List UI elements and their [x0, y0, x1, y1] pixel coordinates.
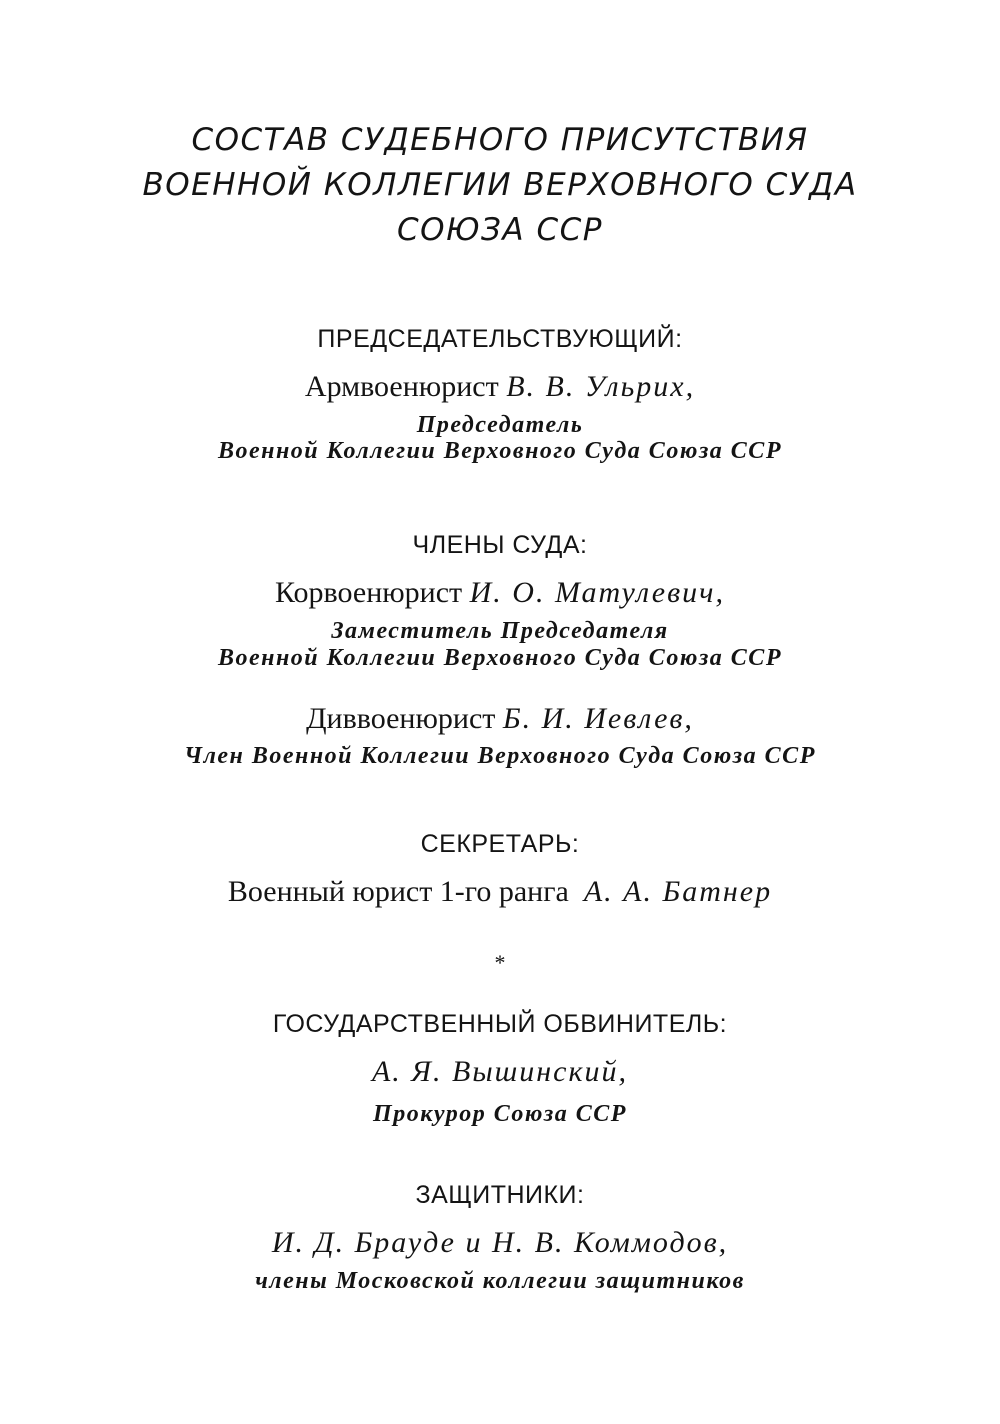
presiding-position-1: Председатель	[416, 412, 584, 438]
member-2-rank-name	[0, 702, 1000, 736]
presiding-heading: ПРЕДСЕДАТЕЛЬСТВУЮЩИЙ:	[317, 325, 683, 353]
separator-asterisk: *	[494, 950, 506, 975]
title-line-2: ВОЕННОЙ КОЛЛЕГИИ ВЕРХОВНОГО СУДА	[142, 167, 858, 203]
defenders-position: члены Московской коллегии защитников	[255, 1268, 745, 1294]
defenders-heading: ЗАЩИТНИКИ:	[415, 1181, 585, 1209]
defenders-names-line	[0, 1226, 1000, 1260]
presiding-name: В. В. Ульрих,	[506, 370, 696, 403]
prosecutor-heading: ГОСУДАРСТВЕННЫЙ ОБВИНИТЕЛЬ:	[272, 1010, 728, 1038]
secretary-name: А. А. Батнер	[583, 875, 773, 908]
secretary-rank-name	[0, 875, 1000, 909]
members-heading: ЧЛЕНЫ СУДА:	[412, 531, 588, 559]
member-1-name: И. О. Матулевич,	[469, 576, 725, 609]
member-2-name: Б. И. Иевлев,	[502, 702, 694, 735]
title-line-1: СОСТАВ СУДЕБНОГО ПРИСУТСТВИЯ	[191, 122, 809, 158]
prosecutor-name: А. Я. Вышинский,	[371, 1055, 629, 1088]
defenders-names: И. Д. Брауде и Н. В. Коммодов,	[271, 1226, 729, 1259]
prosecutor-position: Прокурор Союза ССР	[373, 1101, 627, 1127]
secretary-heading: СЕКРЕТАРЬ:	[420, 830, 580, 858]
presiding-rank-name	[0, 370, 1000, 404]
presiding-position-2: Военной Коллегии Верховного Суда Союза ССР	[218, 438, 782, 464]
prosecutor-name-line	[0, 1055, 1000, 1089]
member-2-position-1: Член Военной Коллегии Верховного Суда Союза ССР	[184, 743, 816, 769]
member-1-position-2: Военной Коллегии Верховного Суда Союза ССР	[218, 645, 782, 671]
secretary-rank: Военный юрист 1-го ранга	[227, 875, 569, 908]
document-title	[60, 118, 940, 253]
title-line-3: СОЮЗА ССР	[397, 212, 603, 248]
presiding-rank: Армвоенюрист	[304, 370, 499, 403]
member-1-position-1: Заместитель Председателя	[331, 618, 669, 644]
member-1-rank: Корвоенюрист	[275, 576, 463, 609]
member-1-rank-name	[0, 576, 1000, 610]
member-2-rank: Диввоенюрист	[306, 702, 496, 735]
